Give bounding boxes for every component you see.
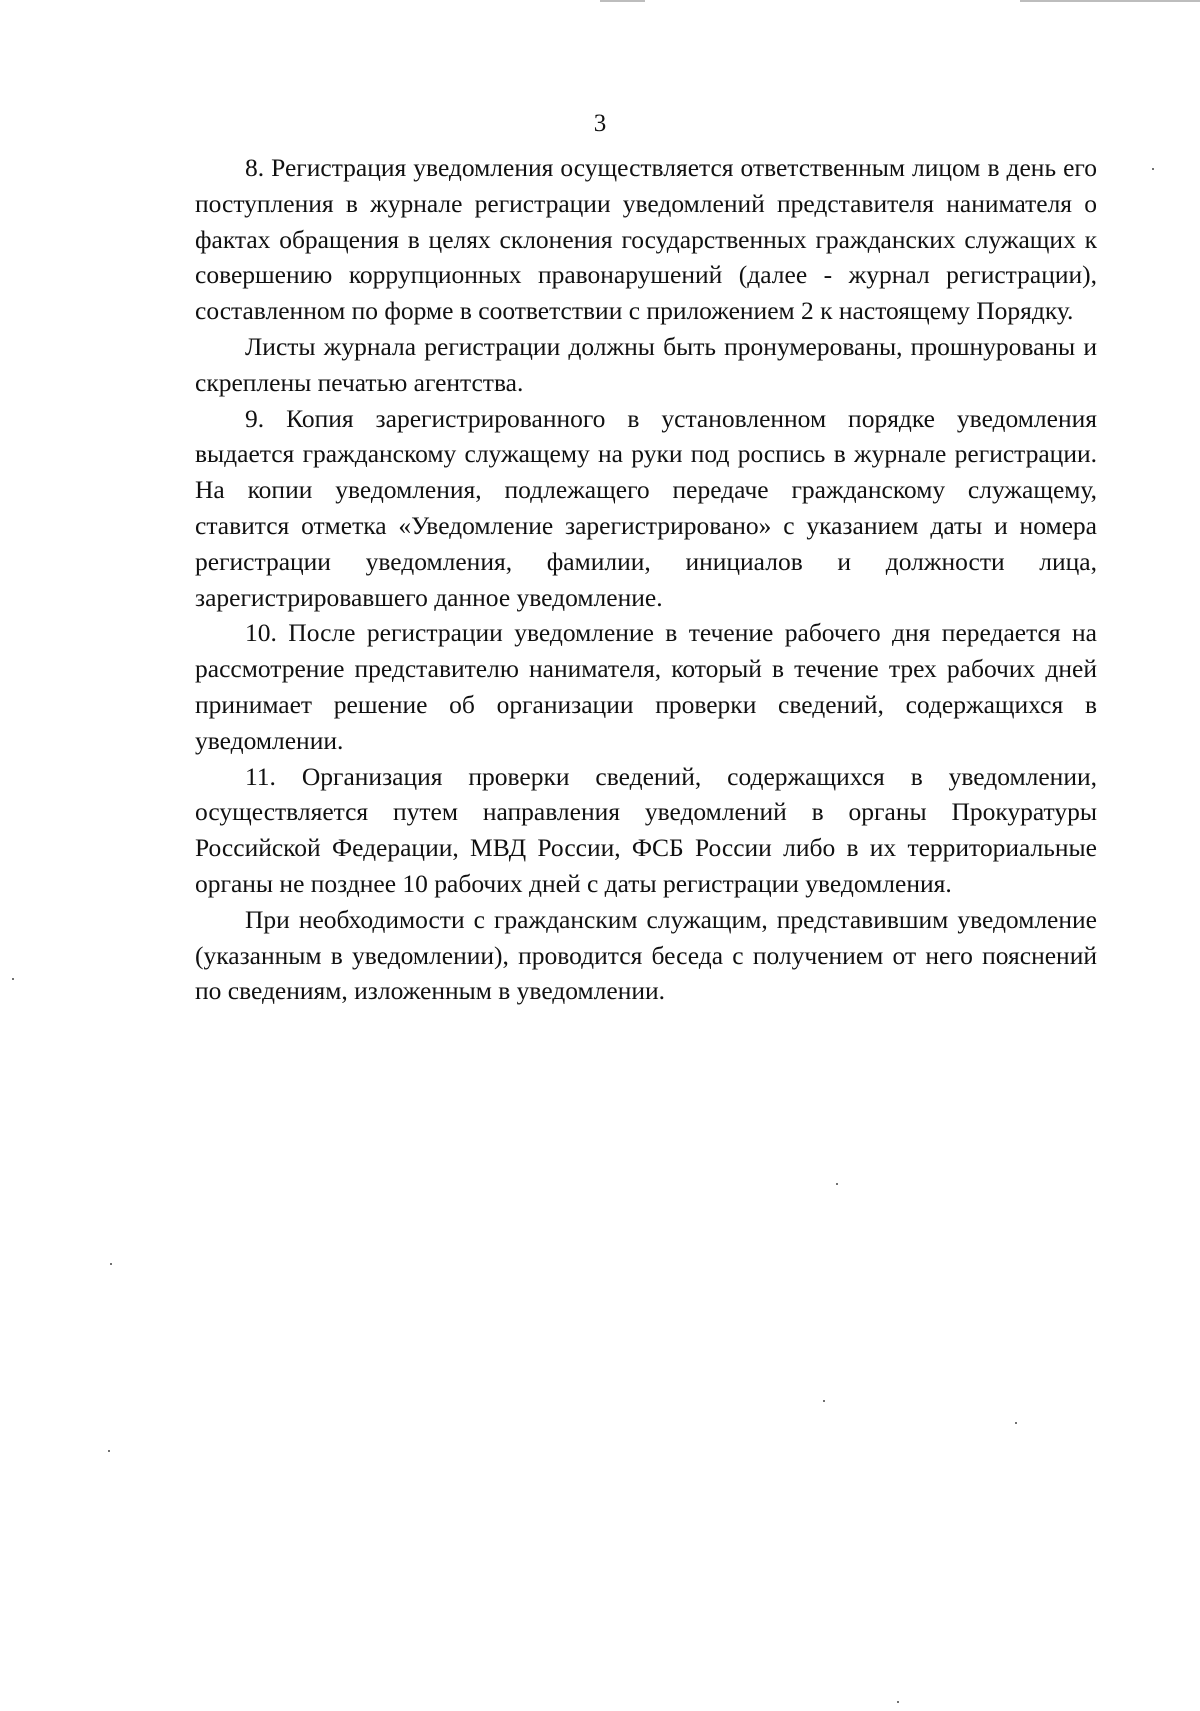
paragraph-8: 8. Регистрация уведомления осуществляется ответственным лицом в день его поступления в журнале регистрации уведомлений представителя нанимателя о фактах обращения в целях склонения государственных гражданских служащих к совершению коррупционных правонарушений (далее - журнал регистрации), составленном по форме в соответствии с приложением 2 к настоящему Порядку.: [195, 153, 1097, 326]
paragraph-9: 9. Копия зарегистрированного в установленном порядке уведомления выдается гражданскому служащему на руки под роспись в журнале регистрации. На копии уведомления, подлежащего передаче гражданскому служащему, ставится отметка «Уведомление зарегистрировано» с указанием даты и номера регистрации уведомления, фамилии, инициалов и должности лица, зарегистрировавшего данное уведомление.: [195, 403, 1097, 612]
paragraph-10: 10. После регистрации уведомление в течение рабочего дня передается на рассмотрение представителю нанимателя, который в течение трех рабочих дней принимает решение об организации проверки сведений, содержащихся в уведомлении.: [195, 618, 1097, 755]
paragraph-11: 11. Организация проверки сведений, содержащихся в уведомлении, осуществляется путем направления уведомлений в органы Прокуратуры Российской Федерации, МВД России, ФСБ России либо в их территориальные органы не позднее 10 рабочих дней с даты регистрации уведомления.: [195, 761, 1097, 898]
scan-speck: [897, 1701, 899, 1703]
scan-speck: [836, 1183, 838, 1185]
paragraph-conversation: При необходимости с гражданским служащим, представившим уведомление (указанным в уведомлении), проводится беседа с получением от него пояснений по сведениям, изложенным в уведомлении.: [195, 904, 1097, 1006]
scan-edge-mark: [1020, 0, 1200, 2]
paragraph-journal-sheets: Листы журнала регистрации должны быть пронумерованы, прошнурованы и скреплены печатью агентства.: [195, 331, 1097, 397]
scan-speck: [1152, 168, 1154, 170]
scan-speck: [12, 978, 14, 980]
scan-edge-mark: [600, 0, 645, 2]
scan-speck: [108, 1450, 110, 1452]
page-number: 3: [593, 110, 607, 137]
scan-speck: [823, 1400, 825, 1402]
scan-speck: [110, 1263, 112, 1265]
document-body: [195, 150, 1097, 1009]
scan-speck: [1015, 1422, 1017, 1424]
